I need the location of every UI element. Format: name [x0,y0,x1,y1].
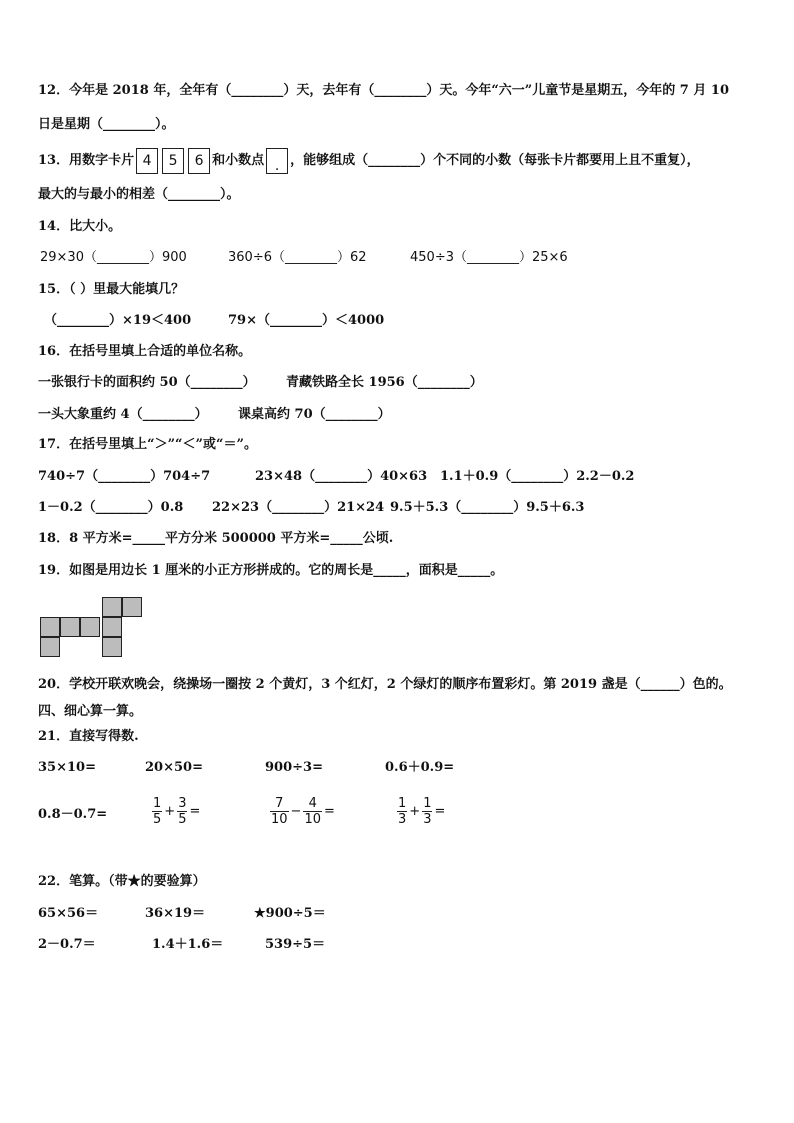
equals-sign: = [189,804,201,819]
grid-square [40,637,60,657]
numerator: 1 [423,796,432,811]
denominator: 3 [398,812,407,827]
q14-item-3: 450÷3（________）25×6 [410,250,568,265]
q22-item-6: 539÷5＝ [265,937,326,952]
q17-item-3: 1.1＋0.9（________）2.2－0.2 [440,469,635,484]
q12-line2: 日是星期（________）。 [38,117,175,132]
q15-title: 15．（ ）里最大能填几？ [38,282,185,297]
numerator: 1 [398,796,407,811]
fraction [270,796,289,827]
q21-item-2: 20×50= [145,760,203,775]
denominator: 3 [423,812,432,827]
q22-item-1: 65×56＝ [38,906,99,921]
q22-item-4: 2－0.7＝ [38,937,96,952]
fraction [422,796,432,827]
q15-item-1: （________）×19＜400 [44,313,192,328]
digit-card-4: 4 [136,148,158,174]
numerator: 1 [153,796,162,811]
numerator: 4 [303,796,322,812]
grid-square [80,617,100,637]
q21-fraction-expr-3 [397,796,447,827]
q15-item-2: 79×（________）＜4000 [228,313,385,328]
q20-text: 20．学校开联欢晚会，绕操场一圈按 2 个黄灯，3 个红灯，2 个绿灯的顺序布置彩灯。第 2019 盏是（______）色的。 [38,677,732,692]
equals-sign: = [324,804,335,819]
denominator: 10 [271,812,288,827]
q21-item-1: 35×10= [38,760,96,775]
q22-item-2: 36×19＝ [145,906,206,921]
q13-line1 [38,147,700,175]
grid-square [60,617,80,637]
q17-item-2: 23×48（________）40×63 [255,469,428,484]
q13-line2: 最大的与最小的相差（________）。 [38,187,240,202]
q14-item-1: 29×30（________）900 [40,250,187,265]
q19-text: 19．如图是用边长 1 厘米的小正方形拼成的。它的周长是_____，面积是_____。 [38,563,504,578]
q16-item-2: 青藏铁路全长 1956（________） [286,375,483,390]
grid-square [102,597,122,617]
q17-item-1: 740÷7（________）704÷7 [38,469,211,484]
decimal-point: . [274,157,280,174]
fraction [397,796,407,827]
q21-item-5: 0.8－0.7= [38,807,108,822]
q16-item-4: 课桌高约 70（________） [238,407,391,422]
q17-title: 17．在括号里填上“＞”“＜”或“＝”。 [38,437,257,452]
q18-text: 18．8 平方米=_____平方分米 500000 平方米=_____公顷. [38,531,394,546]
q17-item-6: 9.5＋5.3（________）9.5＋6.3 [390,500,585,515]
denominator: 5 [153,812,162,827]
operator: − [290,804,302,819]
denominator: 5 [178,812,187,827]
q22-item-5: 1.4＋1.6＝ [152,937,224,952]
q22-title: 22．笔算。（带★的要验算） [38,874,206,889]
numerator: 3 [178,796,187,811]
grid-square [102,637,122,657]
q21-fraction-expr-1 [152,796,202,827]
grid-square [102,617,122,637]
q17-item-4: 1－0.2（________）0.8 [38,500,184,515]
denominator: 10 [304,812,321,827]
q12-line1: 12．今年是 2018 年，全年有（________）天，去年有（________）天。今年“六一”儿童节是星期五，今年的 7 月 10 [38,83,729,98]
q13-suffix: ，能够组成（________）个不同的小数（每张卡片都要用上且不重复）， [290,153,700,168]
q16-item-1: 一张银行卡的面积约 50（________） [38,375,256,390]
q21-title: 21．直接写得数. [38,729,139,744]
square-figure [40,597,142,659]
q13-mid: 和小数点 [212,153,265,168]
q14-title: 14．比大小。 [38,219,122,234]
fraction [177,796,187,827]
section-4-title: 四、细心算一算。 [38,704,143,719]
q16-title: 16．在括号里填上合适的单位名称。 [38,344,252,359]
q16-item-3: 一头大象重约 4（________） [38,407,208,422]
q13-prefix: 13．用数字卡片 [38,153,135,168]
equals-sign: = [434,804,446,819]
q22-item-3: ★900÷5＝ [254,906,326,921]
operator: + [164,804,176,819]
q21-fraction-expr-2 [270,796,337,827]
q21-item-4: 0.6＋0.9= [385,760,455,775]
fraction [152,796,162,827]
decimal-point-card [266,148,288,174]
q14-item-2: 360÷6（________）62 [228,250,367,265]
q21-item-3: 900÷3= [265,760,323,775]
fraction [303,796,322,827]
operator: + [409,804,421,819]
digit-card-5: 5 [162,148,184,174]
grid-square [40,617,60,637]
grid-square [122,597,142,617]
digit-card-6: 6 [188,148,210,174]
q17-item-5: 22×23（________）21×24 [212,500,385,515]
numerator: 7 [270,796,289,812]
